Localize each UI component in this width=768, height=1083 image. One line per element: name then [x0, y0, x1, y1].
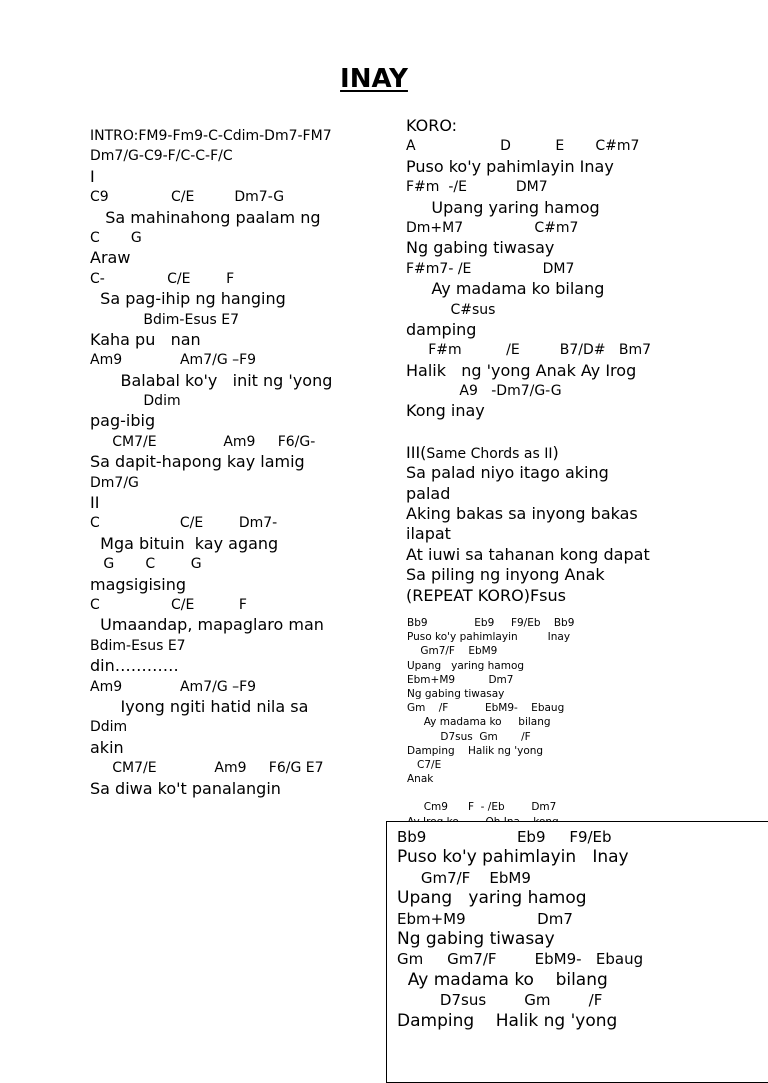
mini-line: Anak [407, 773, 434, 786]
lyric-line: magsigising [90, 574, 187, 594]
lyric-line: (REPEAT KORO)Fsus [406, 585, 566, 605]
chord-line: CM7/E Am9 F6/G- [90, 433, 316, 450]
mini-line: Ng gabing tiwasay [407, 687, 505, 700]
lyric-line: I [90, 166, 95, 186]
spacer [406, 422, 764, 443]
lyric-line: Sa dapit-hapong kay lamig [90, 452, 305, 472]
chord-line: Am9 Am7/G –F9 [90, 678, 257, 695]
section-heading [406, 443, 764, 463]
chord-line: Ddim [90, 393, 181, 410]
lyric-line: Sa mahinahong paalam ng [90, 207, 321, 227]
lyric-line: palad [406, 483, 451, 503]
lyric-line: Araw [90, 248, 131, 268]
lyric-line: At iuwi sa tahanan kong dapat [406, 544, 650, 564]
lyric-line: ilapat [406, 524, 451, 544]
lyric-line: damping [406, 319, 477, 339]
lyric-line: Sa palad niyo itago aking [406, 463, 609, 483]
mini-line: Ay madama ko bilang [407, 716, 551, 729]
lyric-line: din………… [90, 656, 179, 676]
mini-line: Puso ko'y pahimlayin Inay [407, 631, 571, 644]
lyric-line: Umaandap, mapaglaro man [90, 615, 324, 635]
mini-line [407, 786, 747, 800]
mini-line: Cm9 F - /Eb Dm7 [407, 801, 557, 814]
chord-line: D7sus Gm /F [397, 991, 603, 1010]
chord-line: C9 C/E Dm7-G [90, 189, 285, 206]
mini-line: Bb9 Eb9 F9/Eb Bb9 [407, 617, 575, 629]
chord-line: C- C/E F [90, 270, 235, 287]
lyric-line: Puso ko'y pahimlayin Inay [397, 847, 629, 868]
mini-line: D7sus Gm /F [407, 730, 531, 743]
lyric-line: Upang yaring hamog [406, 197, 600, 217]
lyric-line: pag-ibig [90, 411, 156, 431]
chord-line: F#m7- /E DM7 [406, 260, 575, 277]
chord-line: Ddim [90, 719, 128, 736]
chord-line: C#sus [406, 301, 496, 318]
chord-line: Gm Gm7/F EbM9- Ebaug [397, 950, 644, 969]
chord-line: Bdim-Esus E7 [90, 311, 239, 328]
chord-line: Dm7/G [90, 474, 139, 491]
mini-line: Upang yaring hamog [407, 659, 525, 672]
section-number: III( [406, 442, 427, 462]
mini-line: Gm /F EbM9- Ebaug [407, 702, 565, 715]
lyric-line: Ng gabing tiwasay [397, 928, 555, 949]
lyric-line: Kong inay [406, 401, 485, 421]
lyric-line: Puso ko'y pahimlayin Inay [406, 156, 614, 176]
chord-line: Dm7/G-C9-F/C-C-F/C [90, 148, 233, 165]
lyric-line: Ay madama ko bilang [406, 279, 605, 299]
mini-line: Damping Halik ng 'yong [407, 744, 544, 757]
lyric-line: KORO: [406, 116, 458, 135]
right-column-lyrics [406, 116, 764, 606]
lyric-line: Sa diwa ko't panalangin [90, 778, 281, 798]
left-column-lyrics [90, 126, 380, 799]
chord-line: Dm+M7 C#m7 [406, 219, 579, 236]
lyric-line: Damping Halik ng 'yong [397, 1010, 618, 1031]
boxed-koro-chords [386, 821, 768, 1083]
chord-line: Bdim-Esus E7 [90, 637, 186, 654]
lyric-line: Ng gabing tiwasay [406, 238, 555, 258]
lyric-line: Upang yaring hamog [397, 888, 587, 909]
chord-line: A D E C#m7 [406, 138, 640, 155]
lyric-line: Kaha pu nan [90, 329, 201, 349]
chord-line: G C G [90, 556, 202, 573]
chord-line: C C/E F [90, 596, 247, 613]
lyric-line: II [90, 493, 100, 513]
lyric-line: Sa pag-ihip ng hanging [90, 289, 286, 309]
chord-line: Am9 Am7/G –F9 [90, 352, 257, 369]
lyric-line: akin [90, 737, 124, 757]
song-title: INAY [340, 64, 408, 94]
mini-line: Ebm+M9 Dm7 [407, 673, 514, 686]
chord-line: C C/E Dm7- [90, 515, 278, 532]
lyric-line: Mga bituin kay agang [90, 533, 279, 553]
chord-line: Bb9 Eb9 F9/Eb [397, 828, 612, 846]
section-note: Same Chords as II [426, 445, 553, 462]
mini-line: Gm7/F EbM9 [407, 645, 498, 658]
lyric-line: Halik ng 'yong Anak Ay Irog [406, 360, 637, 380]
chord-line: A9 -Dm7/G-G [406, 383, 562, 400]
chord-line: CM7/E Am9 F6/G E7 [90, 760, 324, 777]
lyric-line: Ay madama ko bilang [397, 969, 608, 990]
chord-line: Gm7/F EbM9 [397, 868, 531, 887]
lyric-line: Sa piling ng inyong Anak [406, 565, 605, 585]
lyric-line: Iyong ngiti hatid nila sa [90, 696, 309, 716]
chord-line: C G [90, 229, 142, 246]
lyric-line: Balabal ko'y init ng 'yong [90, 370, 333, 390]
chord-line: Ebm+M9 Dm7 [397, 909, 573, 928]
small-print-koro-chords [407, 616, 747, 829]
chord-line: INTRO:FM9-Fm9-C-Cdim-Dm7-FM7 [90, 128, 332, 144]
lyric-line: Aking bakas sa inyong bakas [406, 504, 638, 524]
chord-line: F#m /E B7/D# Bm7 [406, 342, 652, 359]
section-close: ) [552, 442, 559, 462]
chord-line: F#m -/E DM7 [406, 179, 548, 196]
mini-line: C7/E [407, 758, 442, 771]
